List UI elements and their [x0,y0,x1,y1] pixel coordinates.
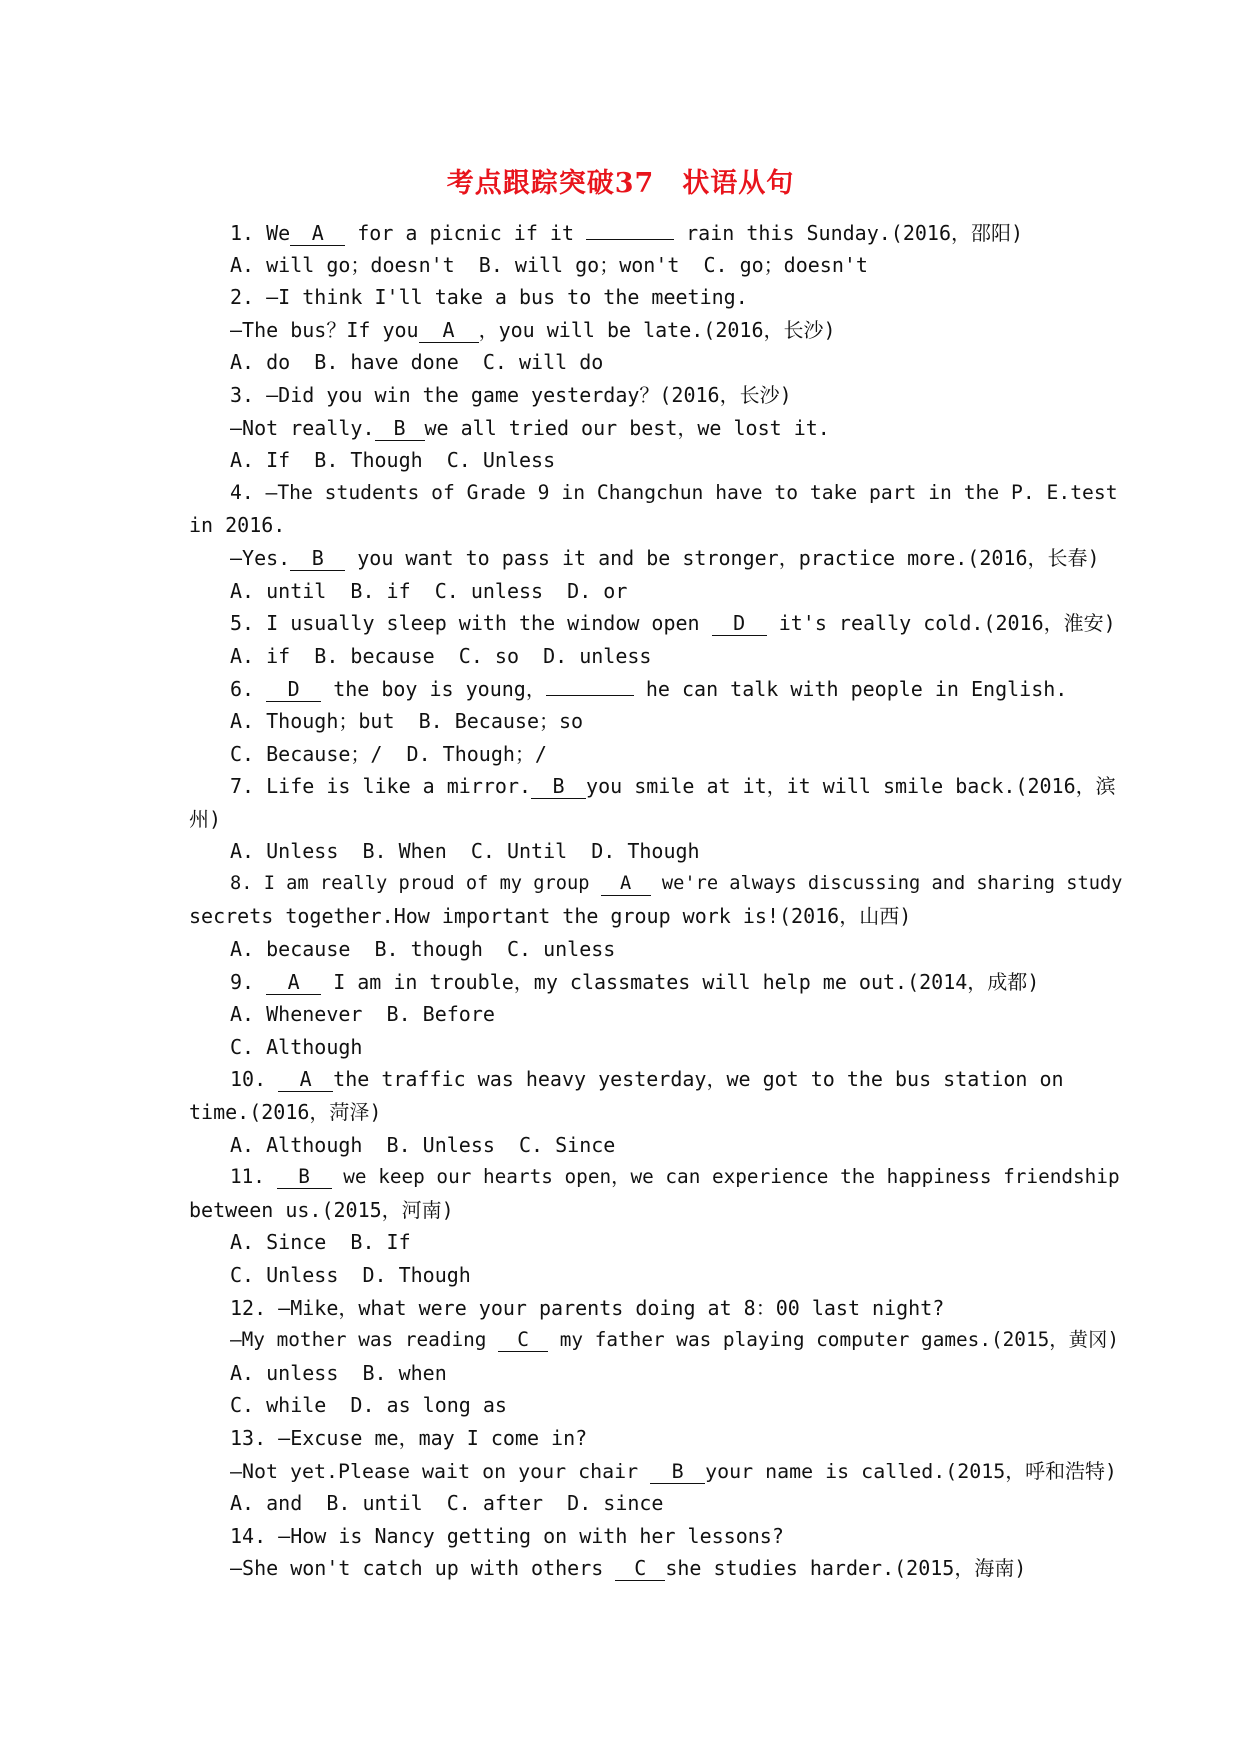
question-1-options: A. will go；doesn't B. will go；won't C. go；doesn't [230,252,868,277]
question-13-reply: —Not yet.Please wait on your chair B your name is called.(2015，呼和浩特) [230,1458,1117,1483]
question-7: 7. Life is like a mirror. B you smile at it，it will smile back.(2016，滨 [230,774,1116,799]
question-10-options: A. Although B. Unless C. Since [230,1132,616,1157]
question-4-reply: —Yes. B you want to pass it and be stronger，practice more.(2016，长春) [230,545,1100,570]
question-5-options: A. if B. because C. so D. unless [230,643,652,668]
question-10: 10. A the traffic was heavy yesterday，we got to the bus station on [230,1067,1064,1092]
answer-blank: A [278,1068,333,1092]
page-title: 考点跟踪突破37 状语从句 [446,168,795,199]
answer-blank: D [712,612,767,636]
answer-blank: A [266,971,321,995]
question-14-reply: —She won't catch up with others C she studies harder.(2015，海南) [230,1556,1027,1581]
answer-blank: B [531,775,586,799]
answer-blank: A [601,872,651,896]
question-2: 2. —I think I'll take a bus to the meeting. [230,285,748,310]
question-12-reply: —My mother was reading C my father was playing computer games.(2015，黄冈) [230,1328,1119,1352]
question-6-options: A. Though；but B. Because；so [230,708,584,733]
answer-blank: D [266,678,321,702]
question-12-options-2: C. while D. as long as [230,1393,507,1418]
question-13-options: A. and B. until C. after D. since [230,1491,664,1516]
question-4-options: A. until B. if C. unless D. or [230,578,628,603]
answer-blank: A [419,319,479,343]
question-8-options: A. because B. though C. unless [230,937,616,962]
question-11-options: A. Since B. If [230,1230,411,1255]
empty-blank [546,672,634,696]
question-4: 4. —The students of Grade 9 in Changchun have to take part in the P. E.test [230,480,1118,504]
question-9-options-2: C. Although [230,1034,363,1059]
answer-blank: B [290,547,345,571]
question-9-options: A. Whenever B. Before [230,1002,495,1027]
answer-blank: C [498,1328,548,1352]
question-6-options-2: C. Because；/ D. Though；/ [230,741,547,766]
question-2-reply: —The bus？If you A ，you will be late.(2016，长沙) [230,317,836,342]
empty-blank [586,216,674,240]
question-3: 3. —Did you win the game yesterday？(2016，长沙) [230,382,792,407]
question-13: 13. —Excuse me，may I come in? [230,1425,588,1450]
question-1: 1. We A for a picnic if it rain this Sunday.(2016，邵阳) [189,216,1117,249]
question-7-continued: 州) [189,806,222,831]
question-14: 14. —How is Nancy getting on with her lessons? [230,1523,784,1548]
question-8-continued: secrets together.How important the group work is!(2016，山西) [189,904,912,929]
answer-blank: A [290,222,345,246]
question-8: 8. I am really proud of my group A we're always discussing and sharing study [230,872,1123,894]
question-12: 12. —Mike，what were your parents doing at 8：00 last night? [230,1295,945,1320]
question-10-continued: time.(2016，菏泽) [189,1100,382,1125]
question-3-reply: —Not really. B we all tried our best，we lost it. [230,415,830,440]
question-7-options: A. Unless B. When C. Until D. Though [230,839,700,864]
question-6: 6. D the boy is young， he can talk with people in English. [189,672,1117,705]
question-list [189,216,1123,1585]
question-9: 9. A I am in trouble，my classmates will help me out.(2014，成都) [230,969,1040,994]
answer-blank: B [650,1460,705,1484]
answer-blank: B [277,1165,332,1189]
question-4-continued: in 2016. [189,513,286,538]
answer-blank: C [615,1557,665,1581]
question-3-options: A. If B. Though C. Unless [230,448,556,473]
question-11: 11. B we keep our hearts open，we can experience the happiness friendship [230,1165,1120,1189]
question-2-options: A. do B. have done C. will do [230,350,604,375]
question-12-options: A. unless B. when [230,1360,447,1385]
question-11-continued: between us.(2015，河南) [189,1197,454,1222]
answer-blank: B [375,417,425,441]
question-11-options-2: C. Unless D. Though [230,1263,471,1287]
question-5: 5. I usually sleep with the window open D it's really cold.(2016，淮安) [230,611,1116,636]
